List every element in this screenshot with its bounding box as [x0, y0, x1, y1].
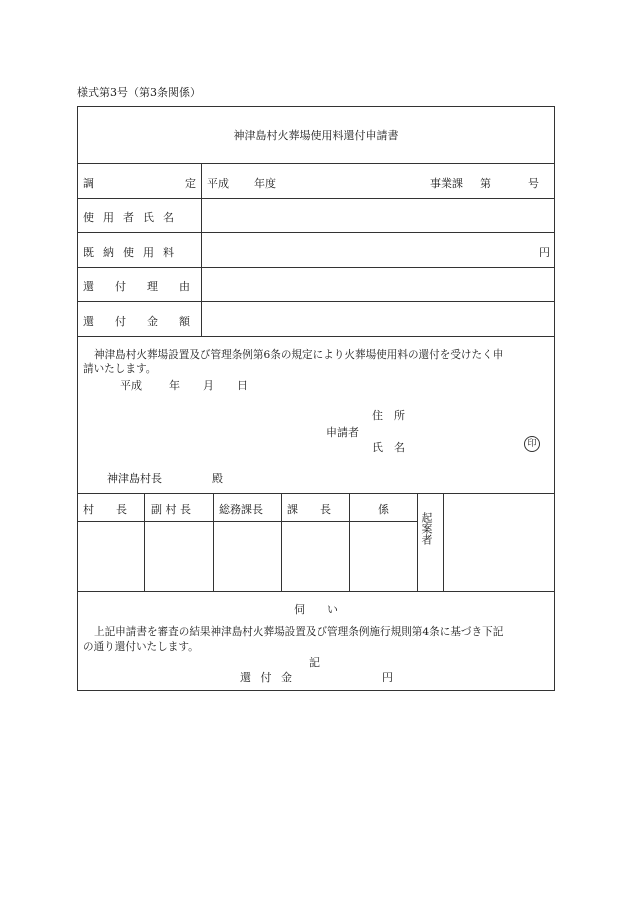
- honorific: 殿: [212, 472, 223, 485]
- chotei-era: 平成: [207, 177, 229, 190]
- statement-line1: 神津島村火葬場設置及び管理条例第6条の規定により火葬場使用料の還付を受けたく申: [94, 349, 504, 361]
- chotei-year: 年度: [254, 177, 276, 190]
- chotei-section: 事業課: [430, 177, 463, 190]
- date-day: 日: [237, 379, 248, 392]
- approval-header-section-chief: 課 長: [287, 503, 331, 516]
- approval-cell-drafter[interactable]: [444, 494, 554, 590]
- refund-reason-label: 還付理由: [83, 280, 211, 293]
- paid-fee-field[interactable]: [202, 233, 532, 266]
- name-label: 氏 名: [372, 441, 405, 454]
- statement-line2: 請いたします。: [83, 363, 157, 375]
- approval-header-staff: 係: [378, 503, 389, 516]
- seal-mark: 印: [524, 436, 540, 452]
- approval-cell-deputy-head[interactable]: [145, 522, 212, 590]
- chotei-label-right: 定: [185, 177, 196, 190]
- note-mark: 記: [309, 656, 320, 669]
- rule-amount-bottom: [77, 336, 555, 337]
- applicant-label: 申請者: [326, 426, 359, 439]
- header-note: 様式第3号（第3条関係）: [77, 86, 201, 99]
- paid-fee-unit: 円: [539, 246, 550, 259]
- form-title: 神津島村火葬場使用料還付申請書: [233, 129, 399, 142]
- inquiry-title: 伺 い: [294, 603, 338, 616]
- drafter-label: 起案者: [420, 512, 433, 545]
- user-name-field[interactable]: [202, 199, 554, 231]
- refund-reason-field[interactable]: [202, 268, 554, 300]
- chotei-label-left: 調: [83, 177, 94, 190]
- refund-amount-label: 還付金額: [83, 315, 211, 328]
- address-label: 住 所: [372, 409, 405, 422]
- approval-cell-section-chief[interactable]: [282, 522, 348, 590]
- rule-title-bottom: [77, 163, 555, 164]
- chotei-number-prefix: 第: [480, 177, 491, 190]
- approval-header-deputy-head: 副 村 長: [151, 503, 191, 516]
- inquiry-line1: 上記申請書を審査の結果神津島村火葬場設置及び管理条例施行規則第4条に基づき下記: [94, 626, 504, 638]
- chotei-number-suffix: 号: [528, 177, 539, 190]
- user-name-label: 使用者氏名: [83, 211, 183, 224]
- addressee: 神津島村長: [107, 472, 162, 485]
- approval-cell-village-head[interactable]: [78, 522, 143, 590]
- date-month: 月: [203, 379, 214, 392]
- approval-cell-staff[interactable]: [350, 522, 416, 590]
- refund-money-label: 還 付 金: [240, 671, 295, 684]
- approval-header-general-affairs: 総務課長: [219, 503, 263, 516]
- refund-money-unit: 円: [382, 671, 393, 684]
- approval-header-village-head: 村 長: [83, 503, 127, 516]
- refund-amount-field[interactable]: [202, 302, 554, 335]
- date-year: 年: [169, 379, 180, 392]
- inquiry-line2: の通り還付いたします。: [83, 641, 199, 653]
- rule-approval-bottom: [77, 591, 555, 592]
- paid-fee-label: 既納使用料: [83, 246, 183, 259]
- date-era: 平成: [120, 379, 142, 392]
- approval-cell-general-affairs[interactable]: [214, 522, 280, 590]
